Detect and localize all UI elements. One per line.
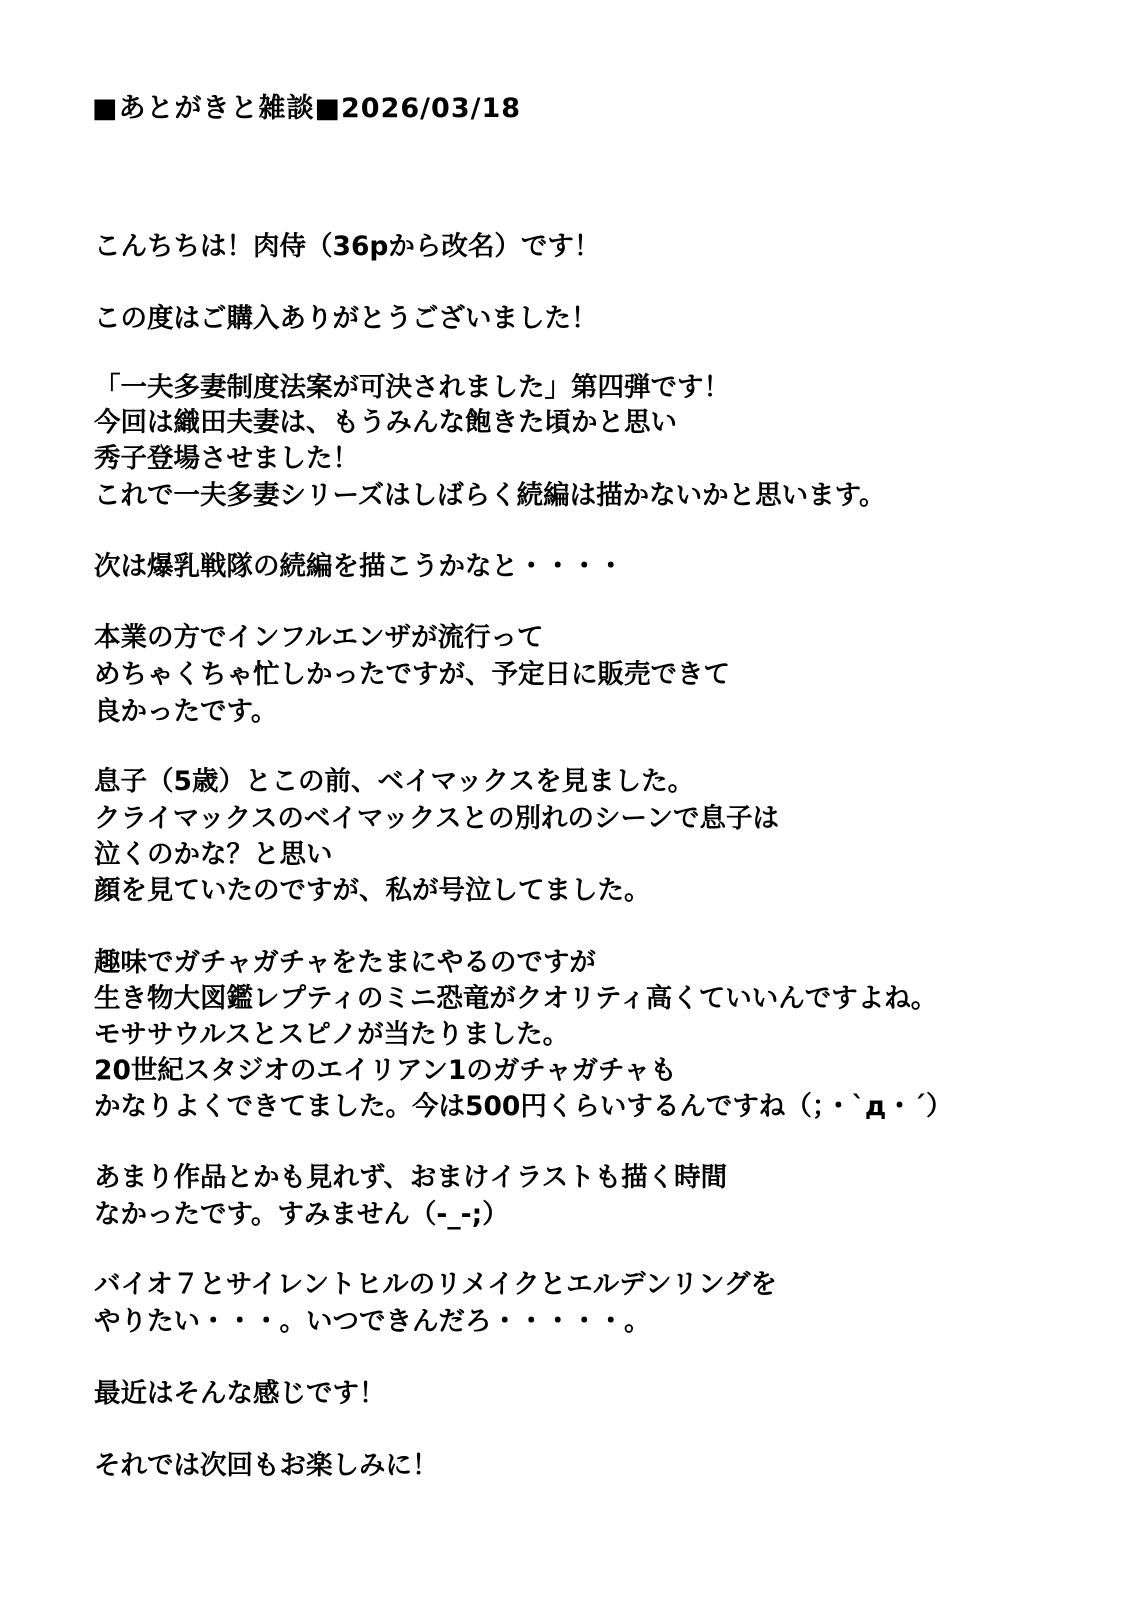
text-line: バイオ７とサイレントヒルのリメイクとエルデンリングを: [94, 1269, 778, 1300]
text-line: めちゃくちゃ忙しかったですが、予定日に販売できて: [94, 659, 730, 690]
text-line: モササウルスとスピノが当たりました。: [94, 1019, 570, 1050]
text-line: 息子（5歳）とこの前、ベイマックスを見ました。: [94, 766, 695, 797]
text-line: 本業の方でインフルエンザが流行って: [94, 622, 544, 653]
text-line: 生き物大図鑑レプティのミニ恐竜がクオリティ高くていいんですよね。: [94, 983, 938, 1014]
text-line: やりたい・・・。いつできんだろ・・・・・。: [94, 1306, 651, 1337]
text-line: こんちちは！肉侍（36pから改名）です！: [94, 231, 601, 262]
text-line: 秀子登場させました！: [94, 443, 359, 474]
text-line: 泣くのかな？と思い: [94, 839, 333, 870]
text-line: 次は爆乳戦隊の続編を描こうかなと・・・・: [94, 551, 624, 582]
text-line: かなりよくできてました。今は500円くらいするんですね（；・`д・´）: [94, 1091, 953, 1122]
text-line: なかったです。すみません（-_-;）: [94, 1199, 509, 1230]
text-line: 「一夫多妻制度法案が可決されました」第四弾です！: [94, 372, 730, 403]
text-line: クライマックスのベイマックスとの別れのシーンで息子は: [94, 803, 780, 834]
text-line: あまり作品とかも見れず、おまけイラストも描く時間: [94, 1162, 728, 1193]
text-line: 20世紀スタジオのエイリアン1のガチャガチャも: [94, 1055, 677, 1086]
text-line: 顔を見ていたのですが、私が号泣してました。: [94, 875, 651, 906]
text-line: 趣味でガチャガチャをたまにやるのですが: [94, 947, 596, 978]
text-line: これで一夫多妻シリーズはしばらく続編は描かないかと思います。: [94, 480, 886, 511]
text-line: 良かったです。: [94, 696, 278, 727]
text-line: それでは次回もお楽しみに！: [94, 1450, 439, 1481]
text-line: 今回は織田夫妻は、もうみんな飽きた頃かと思い: [94, 407, 677, 438]
text-line: この度はご購入ありがとうございました！: [94, 303, 598, 334]
text-line: 最近はそんな感じです！: [94, 1378, 386, 1409]
page-title: ■あとがきと雑談■2026/03/18: [92, 93, 522, 124]
